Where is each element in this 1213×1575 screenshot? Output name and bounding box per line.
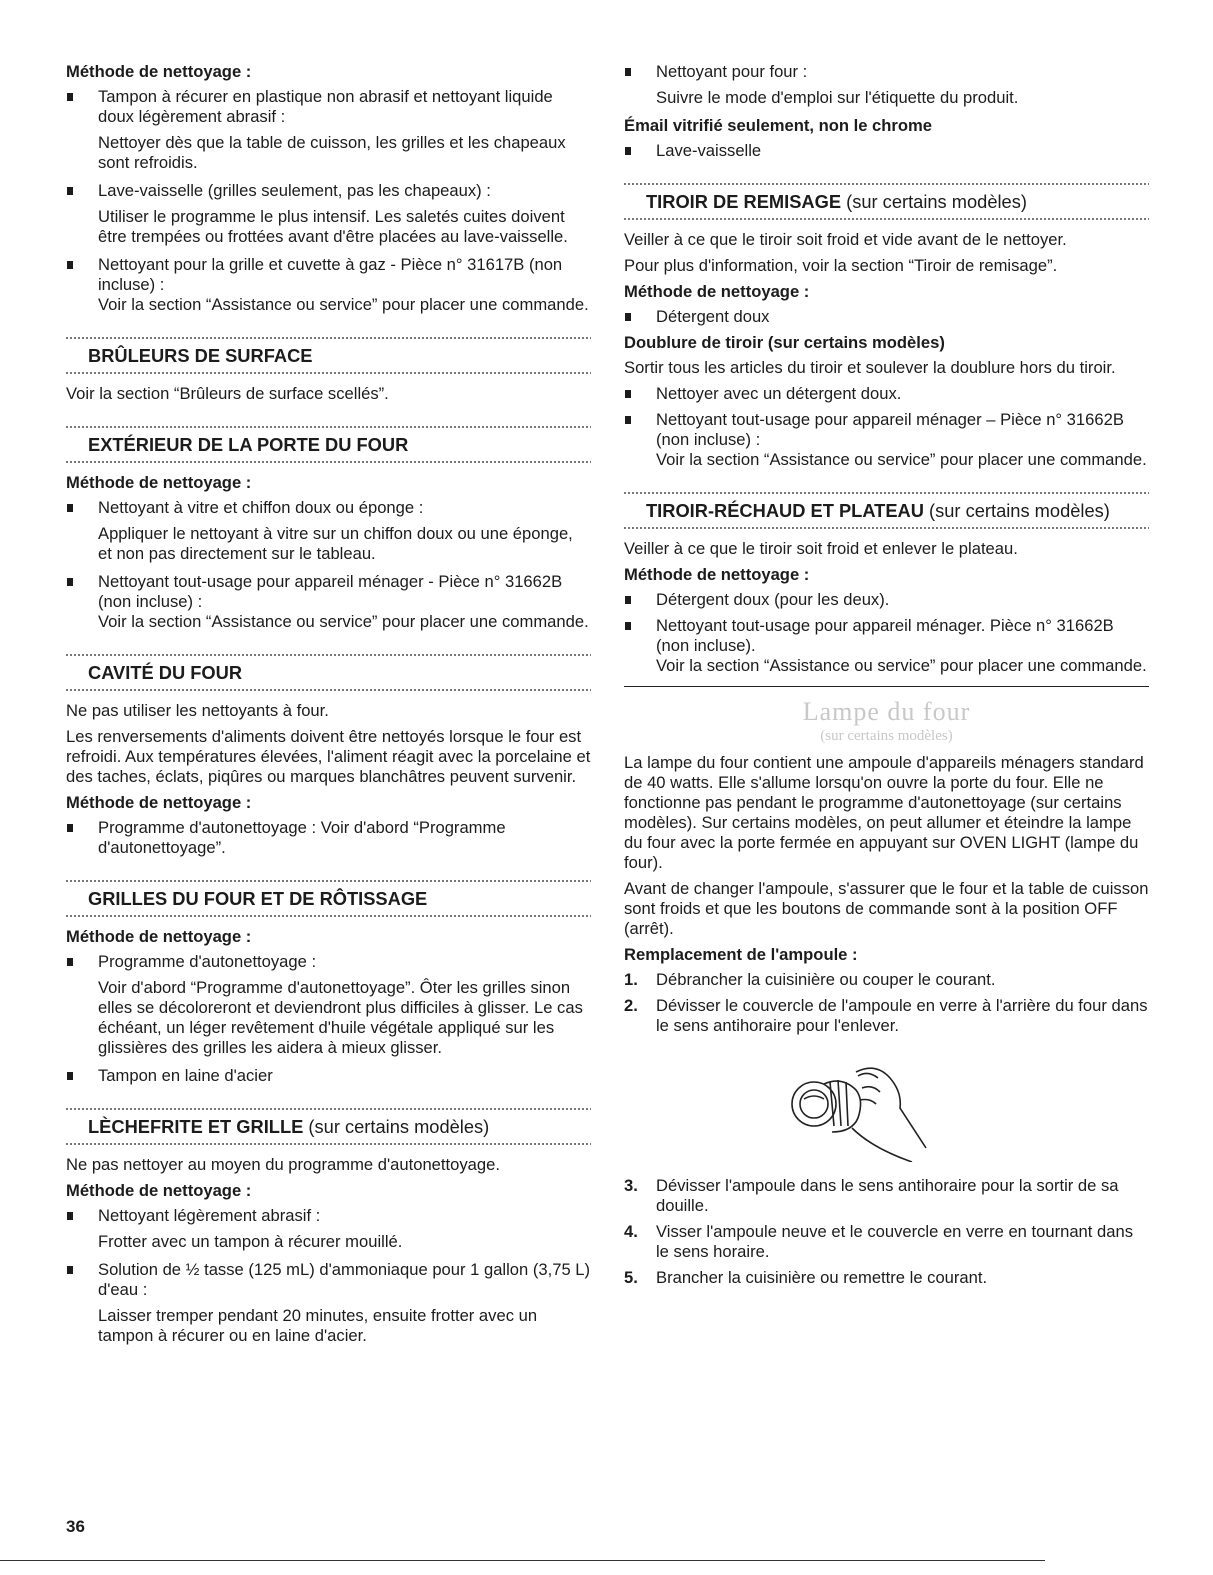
paragraph: Pour plus d'information, voir la section “Tiroir de remisage”. [624, 256, 1058, 275]
method-heading: Méthode de nettoyage : [66, 1181, 252, 1200]
left-column [66, 62, 591, 1354]
paragraph: Veiller à ce que le tiroir soit froid et vide avant de le nettoyer. [624, 230, 1067, 249]
list-item-detail: Nettoyer dès que la table de cuisson, les grilles et les chapeaux sont refroidis. [98, 133, 566, 172]
paragraph: Les renversements d'aliments doivent être nettoyés lorsque le four est refroidi. Aux températures élevées, l'aliment réagit avec la porcelaine et des taches, éclats, piqûres ou marques blanchâtres peuvent survenir. [66, 727, 591, 786]
list-item-detail: Laisser tremper pendant 20 minutes, ensuite frotter avec un tampon à récurer ou en laine d'acier. [98, 1306, 538, 1345]
lamp-section-subtitle: (sur certains modèles) [820, 728, 953, 744]
method-heading: Méthode de nettoyage : [66, 473, 252, 492]
section-title: TIROIR-RÉCHAUD ET PLATEAU (sur certains modèles) [646, 500, 1110, 521]
list-item: Nettoyant à vitre et chiffon doux ou éponge : [66, 498, 591, 518]
paragraph: La lampe du four contient une ampoule d'appareils ménagers standard de 40 watts. Elle s'allume lorsqu'on ouvre la porte du four. Elle ne fonctionne pas pendant le programme d'autonettoyage (sur certains modèles). Sur certains modèles, on peut allumer et éteindre la lampe du four avec la porte fermée en appuyant sur OVEN LIGHT (lampe du four). [624, 753, 1144, 872]
list-item-detail: Voir la section “Assistance ou service” pour placer une commande. [98, 295, 589, 314]
divider [66, 915, 591, 917]
list-item-detail: Utiliser le programme le plus intensif. Les saletés cuites doivent être trempées ou frottées avant d'être placées au lave-vaisselle. [98, 207, 568, 246]
divider [66, 372, 591, 374]
section-bruleurs [66, 337, 591, 374]
lamp-section-title: Lampe du four [802, 697, 971, 726]
divider [66, 689, 591, 691]
list-item: Nettoyant pour four : [624, 62, 1149, 82]
section-cavite [66, 654, 591, 691]
list-item: Nettoyant tout-usage pour appareil ménager – Pièce n° 31662B (non incluse) : [624, 410, 1149, 450]
list-item: Programme d'autonettoyage : [66, 952, 591, 972]
page-bottom-rule [0, 1560, 1045, 1561]
step: 2. Dévisser le couvercle de l'ampoule en verre à l'arrière du four dans le sens antihoraire pour l'enlever. [624, 996, 1148, 1035]
section-exterieur [66, 426, 591, 463]
list-item: Nettoyant tout-usage pour appareil ménager - Pièce n° 31662B (non incluse) : [66, 572, 591, 612]
section-title: BRÛLEURS DE SURFACE [88, 345, 313, 366]
list-item: Nettoyant légèrement abrasif : [66, 1206, 591, 1226]
section-title: CAVITÉ DU FOUR [88, 662, 243, 683]
method-heading: Méthode de nettoyage : [624, 282, 810, 301]
divider [624, 218, 1149, 220]
section-rechaud [624, 492, 1149, 529]
list-item-detail: Voir la section “Assistance ou service” pour placer une commande. [656, 656, 1147, 675]
list-item-detail: Frotter avec un tampon à récurer mouillé. [98, 1232, 403, 1251]
list-item: Nettoyer avec un détergent doux. [624, 384, 1149, 404]
right-column [624, 62, 1149, 1294]
paragraph: Sortir tous les articles du tiroir et soulever la doublure hors du tiroir. [624, 358, 1116, 377]
list-item: Nettoyant pour la grille et cuvette à gaz - Pièce n° 31617B (non incluse) : [66, 255, 591, 295]
divider [66, 1143, 591, 1145]
list-item: Tampon à récurer en plastique non abrasif et nettoyant liquide doux légèrement abrasif : [66, 87, 591, 127]
list-item: Détergent doux [624, 307, 1149, 327]
section-title: LÈCHEFRITE ET GRILLE (sur certains modèles) [88, 1116, 490, 1137]
paragraph: Ne pas nettoyer au moyen du programme d'autonettoyage. [66, 1155, 500, 1174]
paragraph: Veiller à ce que le tiroir soit froid et enlever le plateau. [624, 539, 1018, 558]
divider [66, 461, 591, 463]
paragraph: Ne pas utiliser les nettoyants à four. [66, 701, 329, 720]
list-item: Lave-vaisselle (grilles seulement, pas les chapeaux) : [66, 181, 591, 201]
section-lechefrite [66, 1108, 591, 1145]
list-item-detail: Suivre le mode d'emploi sur l'étiquette du produit. [656, 88, 1019, 107]
section-grilles [66, 880, 591, 917]
list-item: Programme d'autonettoyage : Voir d'abord “Programme d'autonettoyage”. [66, 818, 591, 858]
list-item-detail: Appliquer le nettoyant à vitre sur un chiffon doux ou une éponge, et non pas directement sur le tableau. [98, 524, 573, 563]
divider [624, 686, 1149, 687]
page-number: 36 [66, 1517, 85, 1536]
section-title: TIROIR DE REMISAGE (sur certains modèles) [646, 191, 1027, 212]
step: 4. Visser l'ampoule neuve et le couvercle en verre en tournant dans le sens horaire. [624, 1222, 1133, 1261]
section-title: EXTÉRIEUR DE LA PORTE DU FOUR [88, 434, 409, 455]
paragraph: Avant de changer l'ampoule, s'assurer que le four et la table de cuisson sont froids et que les boutons de commande sont à la position OFF (arrêt). [624, 879, 1149, 938]
bulb-cover-illustration [624, 1042, 1149, 1162]
section-remisage [624, 183, 1149, 220]
step: 1. Débrancher la cuisinière ou couper le courant. [624, 970, 996, 989]
list-item: Nettoyant tout-usage pour appareil ménager. Pièce n° 31662B (non incluse). [624, 616, 1149, 656]
list-item: Lave-vaisselle [624, 141, 1149, 161]
subheading: Remplacement de l'ampoule : [624, 945, 858, 964]
step: 5. Brancher la cuisinière ou remettre le courant. [624, 1268, 988, 1287]
method-heading: Méthode de nettoyage : [624, 565, 810, 584]
hand-bulb-icon [772, 1042, 942, 1162]
divider [624, 527, 1149, 529]
method-heading: Méthode de nettoyage : [66, 927, 252, 946]
method-heading: Méthode de nettoyage : [66, 793, 252, 812]
subheading: Émail vitrifié seulement, non le chrome [624, 116, 932, 135]
list-item: Tampon en laine d'acier [66, 1066, 591, 1086]
step: 3. Dévisser l'ampoule dans le sens antihoraire pour la sortir de sa douille. [624, 1176, 1119, 1215]
list-item-detail: Voir d'abord “Programme d'autonettoyage”. Ôter les grilles sinon elles se décoloreront et deviendront plus difficiles à glisser. Le cas échéant, un léger revêtement d'huile végétale appliqué sur les glissières des grilles les aidera à mieux glisser. [98, 978, 583, 1057]
list-item: Solution de ½ tasse (125 mL) d'ammoniaque pour 1 gallon (3,75 L) d'eau : [66, 1260, 591, 1300]
list-item-detail: Voir la section “Assistance ou service” pour placer une commande. [656, 450, 1147, 469]
subheading: Doublure de tiroir (sur certains modèles) [624, 333, 945, 352]
list-item: Détergent doux (pour les deux). [624, 590, 1149, 610]
paragraph: Voir la section “Brûleurs de surface scellés”. [66, 384, 389, 403]
list-item-detail: Voir la section “Assistance ou service” pour placer une commande. [98, 612, 589, 631]
method-heading: Méthode de nettoyage : [66, 62, 252, 81]
section-title: GRILLES DU FOUR ET DE RÔTISSAGE [88, 888, 428, 909]
